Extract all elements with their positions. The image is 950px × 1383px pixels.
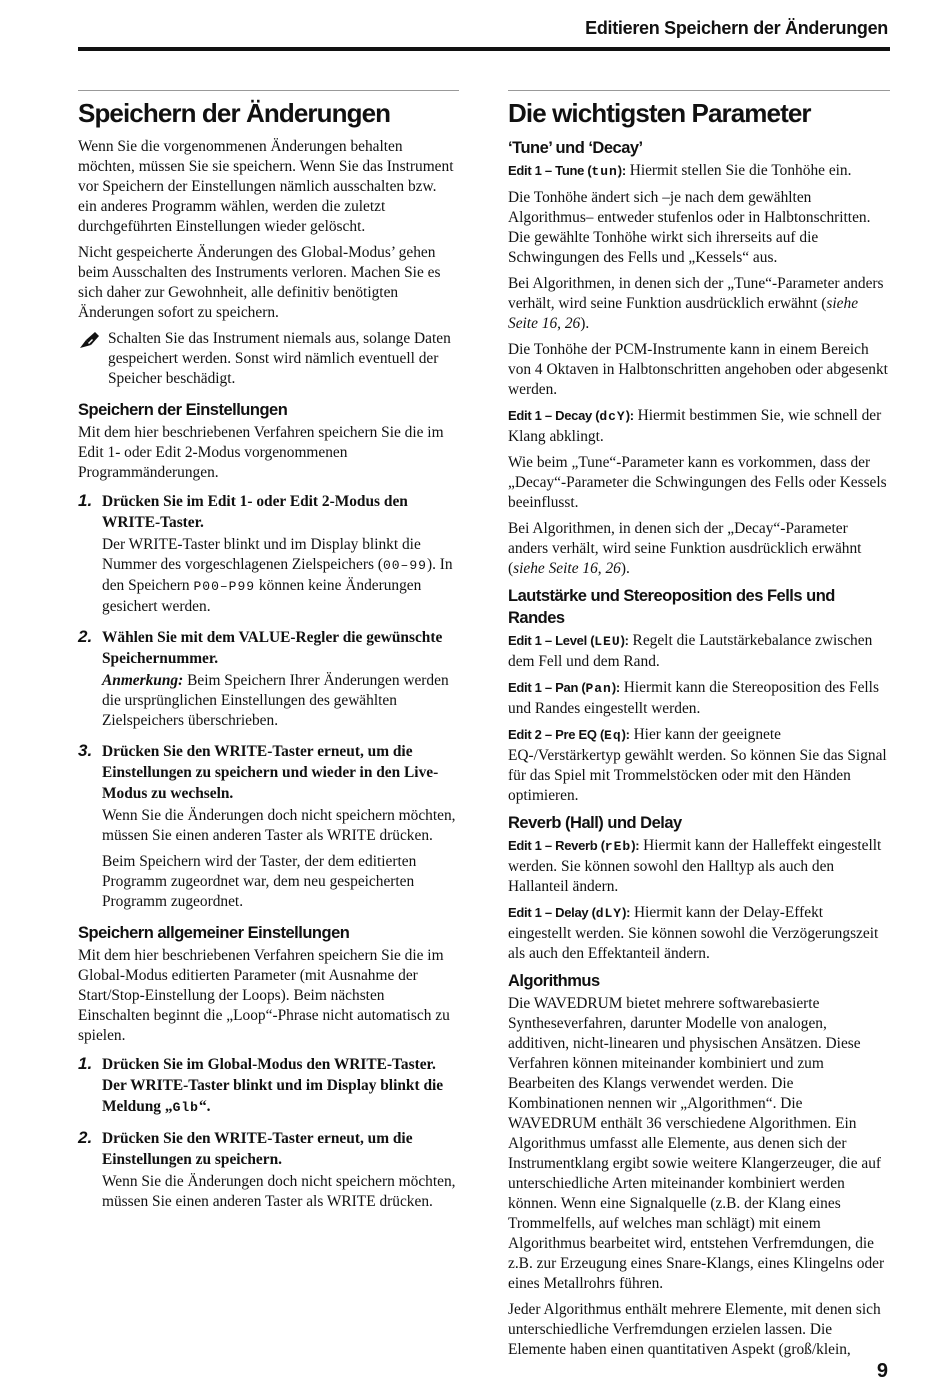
lcd-display-text: 00–99 bbox=[382, 558, 427, 573]
step-number: 1. bbox=[78, 1054, 93, 1073]
subsection-heading: Speichern der Einstellungen bbox=[78, 401, 288, 419]
step-body: Anmerkung: Beim Speichern Ihrer Änderungen werden die ursprünglichen Einstellungen des gewählten Zielspeichers überschrieben. bbox=[102, 672, 449, 729]
subsection-heading: Reverb (Hall) und Delay bbox=[508, 814, 682, 832]
step-body: Wenn Sie die Änderungen doch nicht speichern möchten, müssen Sie einen anderen Taster als WRITE drücken. bbox=[102, 807, 456, 844]
lcd-display-text: dcY bbox=[599, 409, 626, 424]
column-rule bbox=[508, 90, 890, 91]
parameter-paragraph: Edit 1 – Tune (tun): Hiermit stellen Sie die Tonhöhe ein. bbox=[508, 162, 852, 179]
page-reference: 26 bbox=[564, 315, 581, 332]
paragraph: Bei Algorithmen, in denen sich der „Tune“-Parameter anders verhält, wird seine Funktion ausdrücklich erwähnt (siehe Seite 16, 26). bbox=[508, 275, 884, 332]
step-title: Drücken Sie den WRITE-Taster erneut, um die Einstellungen zu speichern und wieder in den Live-Modus zu wechseln. bbox=[102, 743, 439, 802]
page-reference: siehe Seite 16 bbox=[508, 295, 859, 332]
caution-note bbox=[78, 329, 459, 389]
paragraph: Die Tonhöhe der PCM-Instrumente kann in einem Bereich von 4 Oktaven in Halbtonschritten angehoben oder abgesenkt werden. bbox=[508, 341, 888, 398]
step-body: Der WRITE-Taster blinkt und im Display blinkt die Nummer des vorgeschlagenen Zielspeichers (00–99). In den Speichern P00–P99 können keine Änderungen gesichert werden. bbox=[102, 536, 453, 615]
left-column bbox=[78, 90, 459, 1222]
step-body: Wenn Sie die Änderungen doch nicht speichern möchten, müssen Sie einen anderen Taster als WRITE drücken. bbox=[102, 1173, 456, 1210]
subsection-heading: Algorithmus bbox=[508, 972, 600, 990]
step-item bbox=[78, 1054, 459, 1118]
parameter-paragraph: Edit 1 – Delay (dLY): Hiermit kann der Delay-Effekt eingestellt werden. Sie können sowohl die Verzögerungszeit als auch den Effektanteil ändern. bbox=[508, 904, 879, 962]
parameter-label: Edit 1 – Level (LEU): bbox=[508, 633, 629, 649]
paragraph: Die Tonhöhe ändert sich –je nach dem gewählten Algorithmus– entweder stufenlos oder in Halbtonschritten. Die gewählte Tonhöhe wirkt sich ihrerseits auf die Schwingungen des Fells und „Kessels“ aus. bbox=[508, 189, 871, 266]
header-rule bbox=[78, 47, 890, 51]
section-heading: Speichern der Änderungen bbox=[78, 98, 391, 128]
page-reference: 26 bbox=[605, 560, 621, 577]
lcd-display-text: Pan bbox=[585, 681, 612, 696]
step-body: Beim Speichern wird der Taster, der dem editierten Programm zugeordnet war, dem neu gespeicherten Programm zugeordnet. bbox=[102, 853, 417, 910]
note-text: Schalten Sie das Instrument niemals aus, solange Daten gespeichert werden. Sonst wird nämlich eventuell der Speicher beschädigt. bbox=[108, 330, 451, 387]
paragraph: Bei Algorithmen, in denen sich der „Decay“-Parameter anders verhält, wird seine Funktion ausdrücklich erwähnt (siehe Seite 16, 26). bbox=[508, 520, 862, 577]
paragraph: Jeder Algorithmus enthält mehrere Elemente, mit denen sich unterschiedliche Verfremdungen erzielen lassen. Die Elemente haben einen quantitativen Aspekt (groß/klein, bbox=[508, 1301, 881, 1358]
step-item bbox=[78, 491, 459, 617]
lcd-display-text: dLY bbox=[595, 906, 623, 921]
parameter-label: Edit 1 – Reverb (rEb): bbox=[508, 838, 640, 854]
parameter-label: Edit 1 – Tune (tun): bbox=[508, 163, 626, 179]
lcd-display-text: rEb bbox=[604, 839, 632, 854]
parameter-paragraph: Edit 1 – Reverb (rEb): Hiermit kann der Halleffekt eingestellt werden. Sie können sowohl den Halltyp als auch den Hallanteil ändern. bbox=[508, 837, 882, 895]
step-title: Drücken Sie im Edit 1- oder Edit 2-Modus den WRITE-Taster. bbox=[102, 493, 408, 531]
right-column bbox=[508, 90, 890, 1366]
running-header: Editieren Speichern der Änderungen bbox=[585, 18, 888, 38]
paragraph: Mit dem hier beschriebenen Verfahren speichern Sie die im Edit 1- oder Edit 2-Modus vorgenommenen Programmänderungen. bbox=[78, 424, 444, 481]
lcd-display-text: tun bbox=[591, 164, 618, 179]
parameter-paragraph: Edit 1 – Level (LEU): Regelt die Lautstärkebalance zwischen dem Fell und dem Rand. bbox=[508, 632, 873, 670]
paragraph: Mit dem hier beschriebenen Verfahren speichern Sie die im Global-Modus editierten Parameter (mit Ausnahme der Start/Stop-Einstellung der Loops). Beim nächsten Einschalten beginnt die „Loop“-Phrase nicht automatisch zu spielen. bbox=[78, 947, 450, 1044]
step-number: 3. bbox=[78, 741, 93, 760]
step-title: Wählen Sie mit dem VALUE-Regler die gewünschte Speichernummer. bbox=[102, 629, 443, 667]
lcd-display-text: Eq bbox=[604, 728, 622, 743]
step-number: 2. bbox=[78, 1128, 93, 1147]
step-item bbox=[78, 1128, 459, 1212]
step-item bbox=[78, 741, 459, 912]
lcd-display-text: Glb bbox=[172, 1100, 199, 1115]
parameter-label: Edit 1 – Pan (Pan): bbox=[508, 680, 620, 696]
step-title: Drücken Sie den WRITE-Taster erneut, um die Einstellungen zu speichern. bbox=[102, 1130, 413, 1168]
lcd-display-text: LEU bbox=[594, 634, 621, 649]
subsection-heading: Speichern allgemeiner Einstellungen bbox=[78, 924, 350, 942]
step-number: 2. bbox=[78, 627, 93, 646]
paragraph: Nicht gespeicherte Änderungen des Global-Modus’ gehen beim Ausschalten des Instruments verloren. Machen Sie es sich daher zur Gewohnheit, alle definitiv benötigten Änderungen sofort zu speichern. bbox=[78, 244, 441, 321]
page-reference: siehe Seite 16 bbox=[513, 560, 598, 577]
parameter-paragraph: Edit 1 – Decay (dcY): Hiermit bestimmen Sie, wie schnell der Klang abklingt. bbox=[508, 407, 882, 445]
subsection-heading: ‘Tune’ und ‘Decay’ bbox=[508, 139, 643, 157]
step-title: Drücken Sie im Global-Modus den WRITE-Taster. Der WRITE-Taster blinkt und im Display blinkt die Meldung „Glb“. bbox=[102, 1056, 444, 1115]
parameter-paragraph: Edit 2 – Pre EQ (Eq): Hier kann der geeignete EQ-/Verstärkertyp gewählt werden. So können Sie das Signal für das Spiel mit Trommelstöcken oder mit den Händen optimieren. bbox=[508, 726, 887, 804]
parameter-label: Edit 1 – Decay (dcY): bbox=[508, 408, 634, 424]
pen-note-icon bbox=[78, 331, 100, 349]
paragraph: Die WAVEDRUM bietet mehrere softwarebasierte Syntheseverfahren, darunter Modelle von analogen, additiven, nicht-linearen und physischen Ansätzen. Diese Verfahren können miteinander kombiniert und zum Bearbeiten des Klangs verwendet werden. Die Kombinationen nennen wir „Algorithmen“. Die WAVEDRUM enthält 36 verschiedene Algorithmen. Ein Algorithmus umfasst alle Elemente, aus denen sich der Instrumentklang ergibt sowie weitere Klangerzeuger, die auf unterschiedliche Arten miteinander kombiniert werden können. Wenn eine Signalquelle (z.B. der Klang eines Trommelfells, auf welches man schlägt) mit einem Algorithmus bearbeitet wird, entstehen Verfremdungen, die z.B. zur Erzeugung eines Snare-Klangs, eines Klingelns oder eines Metallrohrs führen. bbox=[508, 995, 885, 1292]
subsection-heading: Lautstärke und Stereoposition des Fells und Randes bbox=[508, 587, 835, 627]
step-item bbox=[78, 627, 459, 731]
paragraph: Wenn Sie die vorgenommenen Änderungen behalten möchten, müssen Sie sie speichern. Wenn Sie das Instrument vor Speichern der Einstellungen nämlich ausschalten bzw. ein anderes Programm wählen, werden die zuletzt durchgeführten Einstellungen wieder gelöscht. bbox=[78, 138, 454, 235]
lcd-display-text: P00–P99 bbox=[193, 579, 256, 594]
parameter-paragraph: Edit 1 – Pan (Pan): Hiermit kann die Stereoposition des Fells und Randes eingestellt werden. bbox=[508, 679, 879, 717]
remark-label: Anmerkung: bbox=[102, 672, 184, 689]
section-heading: Die wichtigsten Parameter bbox=[508, 98, 811, 128]
column-rule bbox=[78, 90, 459, 91]
step-number: 1. bbox=[78, 491, 93, 510]
paragraph: Wie beim „Tune“-Parameter kann es vorkommen, dass der „Decay“-Parameter die Schwingungen des Fells oder Kessels beeinflusst. bbox=[508, 454, 887, 511]
parameter-label: Edit 1 – Delay (dLY): bbox=[508, 905, 631, 921]
parameter-label: Edit 2 – Pre EQ (Eq): bbox=[508, 727, 630, 743]
page-number: 9 bbox=[876, 1360, 888, 1382]
